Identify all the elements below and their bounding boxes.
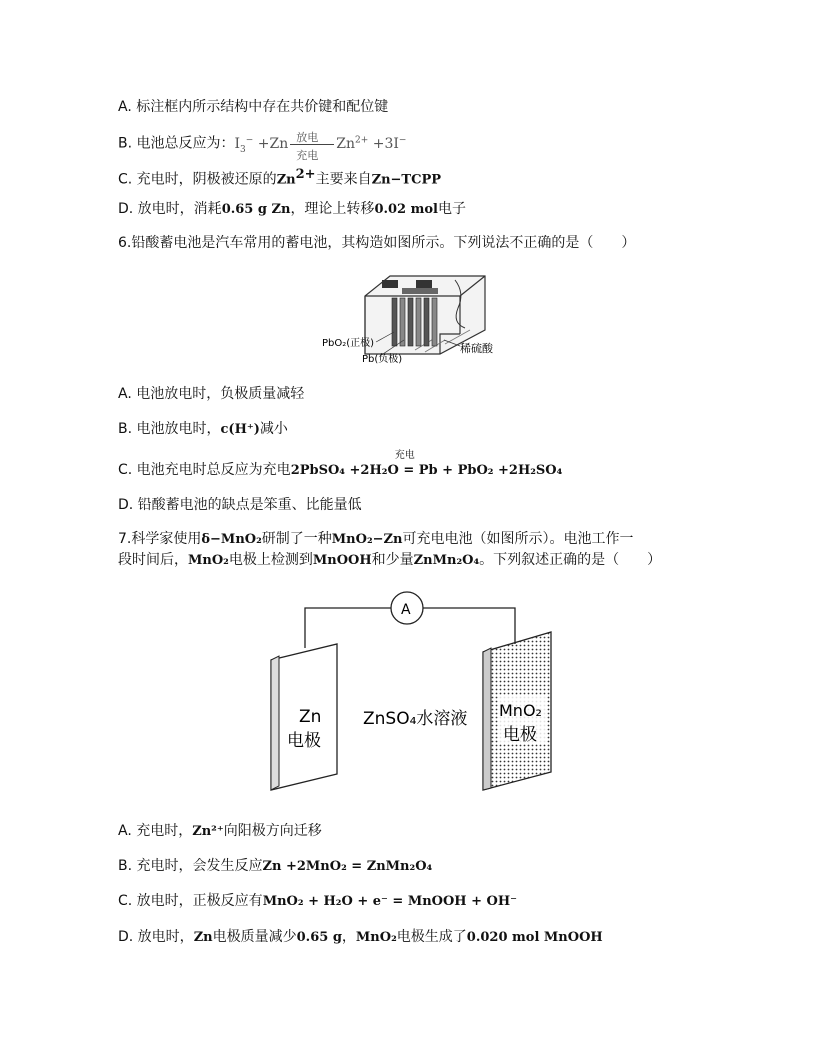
q7-stem-l2-expr3: ZnMn₂O₄	[413, 553, 480, 568]
q7-d-mno2: MnO₂	[355, 930, 397, 945]
q5-b-discharge-label: 放电	[296, 130, 319, 144]
q7-b-prefix: B. 充电时，会发生反应	[118, 858, 263, 874]
q7-stem-l2-expr1: MnO₂	[188, 553, 229, 568]
q7-stem-l1-prefix: 7.科学家使用	[118, 531, 202, 547]
q6-b-suffix: 减小	[259, 421, 288, 437]
q7-stem-l2-mid1: 电极上检测到	[228, 552, 313, 568]
q7-a-prefix: A. 充电时，	[118, 823, 193, 839]
q6-c-left: 2PbSO₄ +2H₂O	[290, 463, 399, 478]
q6-d-text: D. 铅酸蓄电池的缺点是笨重、比能量低	[118, 497, 362, 513]
q5-option-b-prefix: B. 电池总反应为：	[118, 135, 235, 152]
q7-stem-l1-mid: 研制了一种	[261, 531, 332, 547]
mno2-electrode	[483, 632, 551, 790]
q7-c-expr: MnO₂ + H₂O + e⁻ = MnOOH + OH⁻	[262, 894, 517, 909]
q5-option-a	[118, 97, 388, 117]
q7-stem-l2-suffix: 。下列叙述正确的是（ ）	[479, 552, 662, 568]
q7-option-b	[118, 856, 432, 877]
q6-option-c	[118, 450, 563, 481]
q5-b-equation	[234, 130, 407, 162]
q5-c-zn-sup: 2+	[295, 167, 316, 182]
q5-b-zn2: Zn	[336, 135, 356, 152]
mno2-electrode-label-1: MnO₂	[499, 701, 542, 720]
q6-stem-text: 6.铅酸蓄电池是汽车常用的蓄电池，其构造如图所示。下列说法不正确的是（ ）	[118, 235, 636, 251]
q5-d-suffix: 电子	[438, 201, 466, 217]
q7-d-prefix: D. 放电时，	[118, 929, 194, 945]
q6-c-right: Pb + PbO₂ +2H₂SO₄	[418, 463, 563, 478]
q5-d-prefix: D. 放电时，消耗	[118, 201, 222, 217]
q5-d-mol: 0.02 mol	[374, 202, 438, 217]
q5-b-3i: +3I	[372, 135, 399, 152]
q5-b-zn: +Zn	[257, 135, 289, 152]
zn-mno2-cell-figure	[255, 588, 565, 808]
mno2-electrode-label-2: 电极	[503, 725, 537, 745]
q6-option-a	[118, 384, 304, 404]
q7-d-zn: Zn	[193, 930, 213, 945]
q7-option-d	[118, 927, 603, 948]
q6-option-b	[118, 419, 288, 440]
q7-stem-l2-prefix: 段时间后，	[118, 552, 188, 568]
q5-option-c	[118, 165, 441, 191]
q7-d-mid2: ，	[341, 929, 356, 945]
q7-d-mid1: 电极质量减少	[212, 929, 297, 945]
q7-d-mid3: 电极生成了	[396, 929, 467, 945]
q7-option-a	[118, 821, 322, 842]
lead-acid-battery-figure	[320, 268, 510, 368]
q5-b-reversible-arrow	[290, 130, 334, 162]
q6-b-expr: c(H⁺)	[220, 422, 260, 437]
solution-label: ZnSO₄水溶液	[363, 709, 468, 729]
q7-stem-line2	[118, 550, 661, 571]
q5-c-prefix: C. 充电时，阴极被还原的	[118, 171, 277, 188]
q6-c-arrow-label: 充电	[394, 450, 415, 461]
fig6-label-positive: PbO₂(正极)	[322, 338, 375, 349]
q7-b-expr: Zn +2MnO₂ = ZnMn₂O₄	[262, 859, 433, 874]
q5-option-d	[118, 199, 466, 220]
zn-electrode-label-2: 电极	[287, 731, 321, 751]
q5-d-mid: ，理论上转移	[290, 201, 375, 217]
q7-stem-l2-mid2: 和少量	[371, 552, 414, 568]
q6-option-d	[118, 495, 362, 515]
q5-d-mass: 0.65 g Zn	[221, 202, 291, 217]
fig6-label-negative: Pb(负极)	[362, 354, 403, 365]
q7-option-c	[118, 891, 517, 912]
zn-electrode	[271, 644, 337, 790]
q7-stem-l1-suffix: 可充电电池（如图所示）。电池工作一	[402, 531, 634, 547]
q5-b-charge-label: 充电	[296, 148, 319, 162]
q7-d-mol: 0.020 mol MnOOH	[466, 930, 603, 945]
q7-d-mass: 0.65 g	[296, 930, 342, 945]
q7-stem-line1	[118, 529, 634, 550]
q7-stem-l2-expr2: MnOOH	[312, 553, 372, 568]
q7-stem-l1-expr1: δ−MnO₂	[201, 532, 262, 547]
q5-b-i3-sub: 3	[240, 144, 246, 155]
q6-c-prefix: C. 电池充电时总反应为充电	[118, 462, 291, 478]
q5-option-a-text: A. 标注框内所示结构中存在共价键和配位键	[118, 99, 389, 115]
zn-electrode-label-1: Zn	[299, 707, 322, 727]
q5-c-tcpp: Zn−TCPP	[371, 172, 441, 188]
q5-b-i3-sup: −	[245, 135, 254, 145]
q5-b-zn2-sup: 2+	[355, 135, 369, 145]
q5-c-zn: Zn	[276, 172, 296, 188]
q7-a-expr: Zn²⁺	[192, 824, 224, 839]
q7-c-prefix: C. 放电时，正极反应有	[118, 893, 263, 909]
q5-option-b	[118, 130, 407, 162]
fig6-label-acid: 稀硫酸	[460, 342, 493, 355]
q5-c-mid: 主要来自	[315, 171, 372, 188]
q6-b-prefix: B. 电池放电时，	[118, 421, 221, 437]
q6-c-arrow	[394, 450, 419, 481]
q5-b-i3: I	[234, 135, 241, 152]
q6-stem	[118, 233, 635, 253]
q7-a-suffix: 向阳极方向迁移	[223, 823, 322, 839]
q5-b-3i-sup: −	[398, 135, 407, 145]
ammeter-label: A	[401, 602, 411, 618]
q6-a-text: A. 电池放电时，负极质量减轻	[118, 386, 305, 402]
q7-stem-l1-expr2: MnO₂−Zn	[331, 532, 403, 547]
q6-c-arrow-sign: =	[403, 463, 415, 478]
